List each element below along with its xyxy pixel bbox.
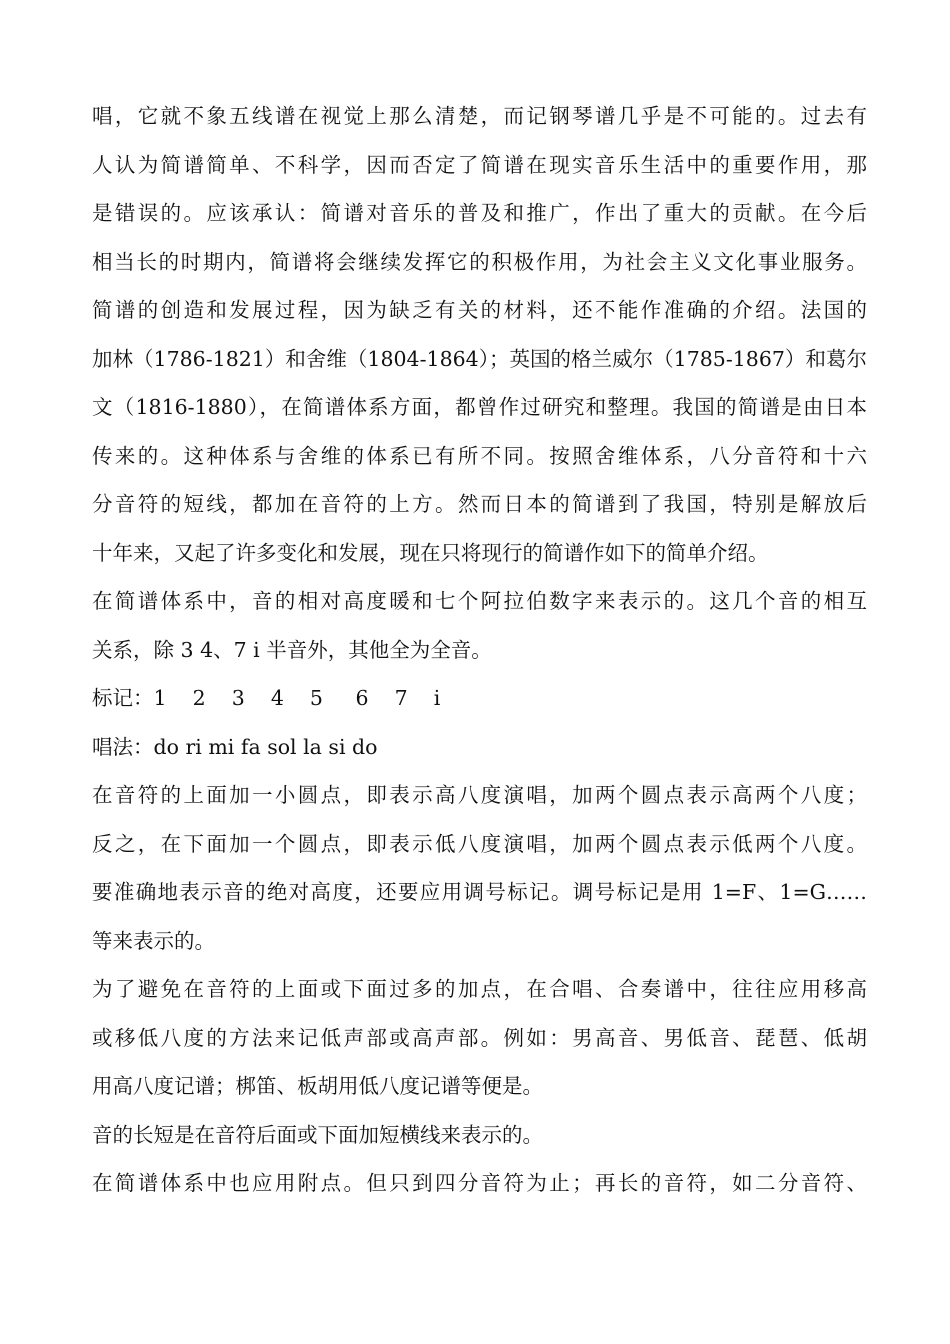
text-line: 是错误的。应该承认：简谱对音乐的普及和推广，作出了重大的贡献。在今后	[92, 201, 867, 225]
text-line: 关系，除 3 4、7 i 半音外，其他全为全音。	[92, 637, 492, 662]
solfege-line: 唱法：do ri mi fa sol la si do	[92, 734, 378, 759]
text-line: 十年来，又起了许多变化和发展，现在只将现行的简谱作如下的简单介绍。	[92, 540, 769, 565]
text-line: 在音符的上面加一小圆点，即表示高八度演唱，加两个圆点表示高两个八度；	[92, 783, 867, 807]
text-line: 音的长短是在音符后面或下面加短横线来表示的。	[92, 1122, 543, 1147]
text-line: 唱，它就不象五线谱在视觉上那么清楚，而记钢琴谱几乎是不可能的。过去有	[92, 104, 867, 128]
text-line: 为了避免在音符的上面或下面过多的加点，在合唱、合奏谱中，往往应用移高	[92, 977, 867, 1001]
text-line: 分音符的短线，都加在音符的上方。然而日本的简谱到了我国，特别是解放后	[92, 492, 867, 516]
text-line: 等来表示的。	[92, 928, 215, 953]
text-line: 反之，在下面加一个圆点，即表示低八度演唱，加两个圆点表示低两个八度。	[92, 831, 867, 856]
text-line: 人认为简谱简单、不科学，因而否定了简谱在现实音乐生活中的重要作用，那	[92, 152, 867, 177]
text-line: 用高八度记谱；梆笛、板胡用低八度记谱等便是。	[92, 1074, 543, 1098]
notation-marks-line: 标记：1 2 3 4 5 6 7 i	[92, 686, 441, 710]
text-line: 要准确地表示音的绝对高度，还要应用调号标记。调号标记是用 1=F、1=G……	[92, 880, 867, 904]
document-body	[92, 92, 867, 1208]
text-line: 简谱的创造和发展过程，因为缺乏有关的材料，还不能作准确的介绍。法国的	[92, 298, 867, 322]
text-line: 或移低八度的方法来记低声部或高声部。例如：男高音、男低音、琵琶、低胡	[92, 1025, 867, 1050]
text-line: 在简谱体系中也应用附点。但只到四分音符为止；再长的音符，如二分音符、	[92, 1171, 867, 1195]
text-line: 在简谱体系中，音的相对高度暖和七个阿拉伯数字来表示的。这几个音的相互	[92, 589, 867, 613]
text-line: 相当长的时期内，简谱将会继续发挥它的积极作用，为社会主义文化事业服务。	[92, 249, 867, 274]
text-line: 传来的。这种体系与舍维的体系已有所不同。按照舍维体系，八分音符和十六	[92, 443, 867, 468]
text-line: 文（1816-1880），在简谱体系方面，都曾作过研究和整理。我国的简谱是由日本	[92, 395, 867, 419]
text-line: 加林（1786-1821）和舍维（1804-1864）；英国的格兰威尔（1785-1867）和葛尔	[92, 346, 867, 371]
